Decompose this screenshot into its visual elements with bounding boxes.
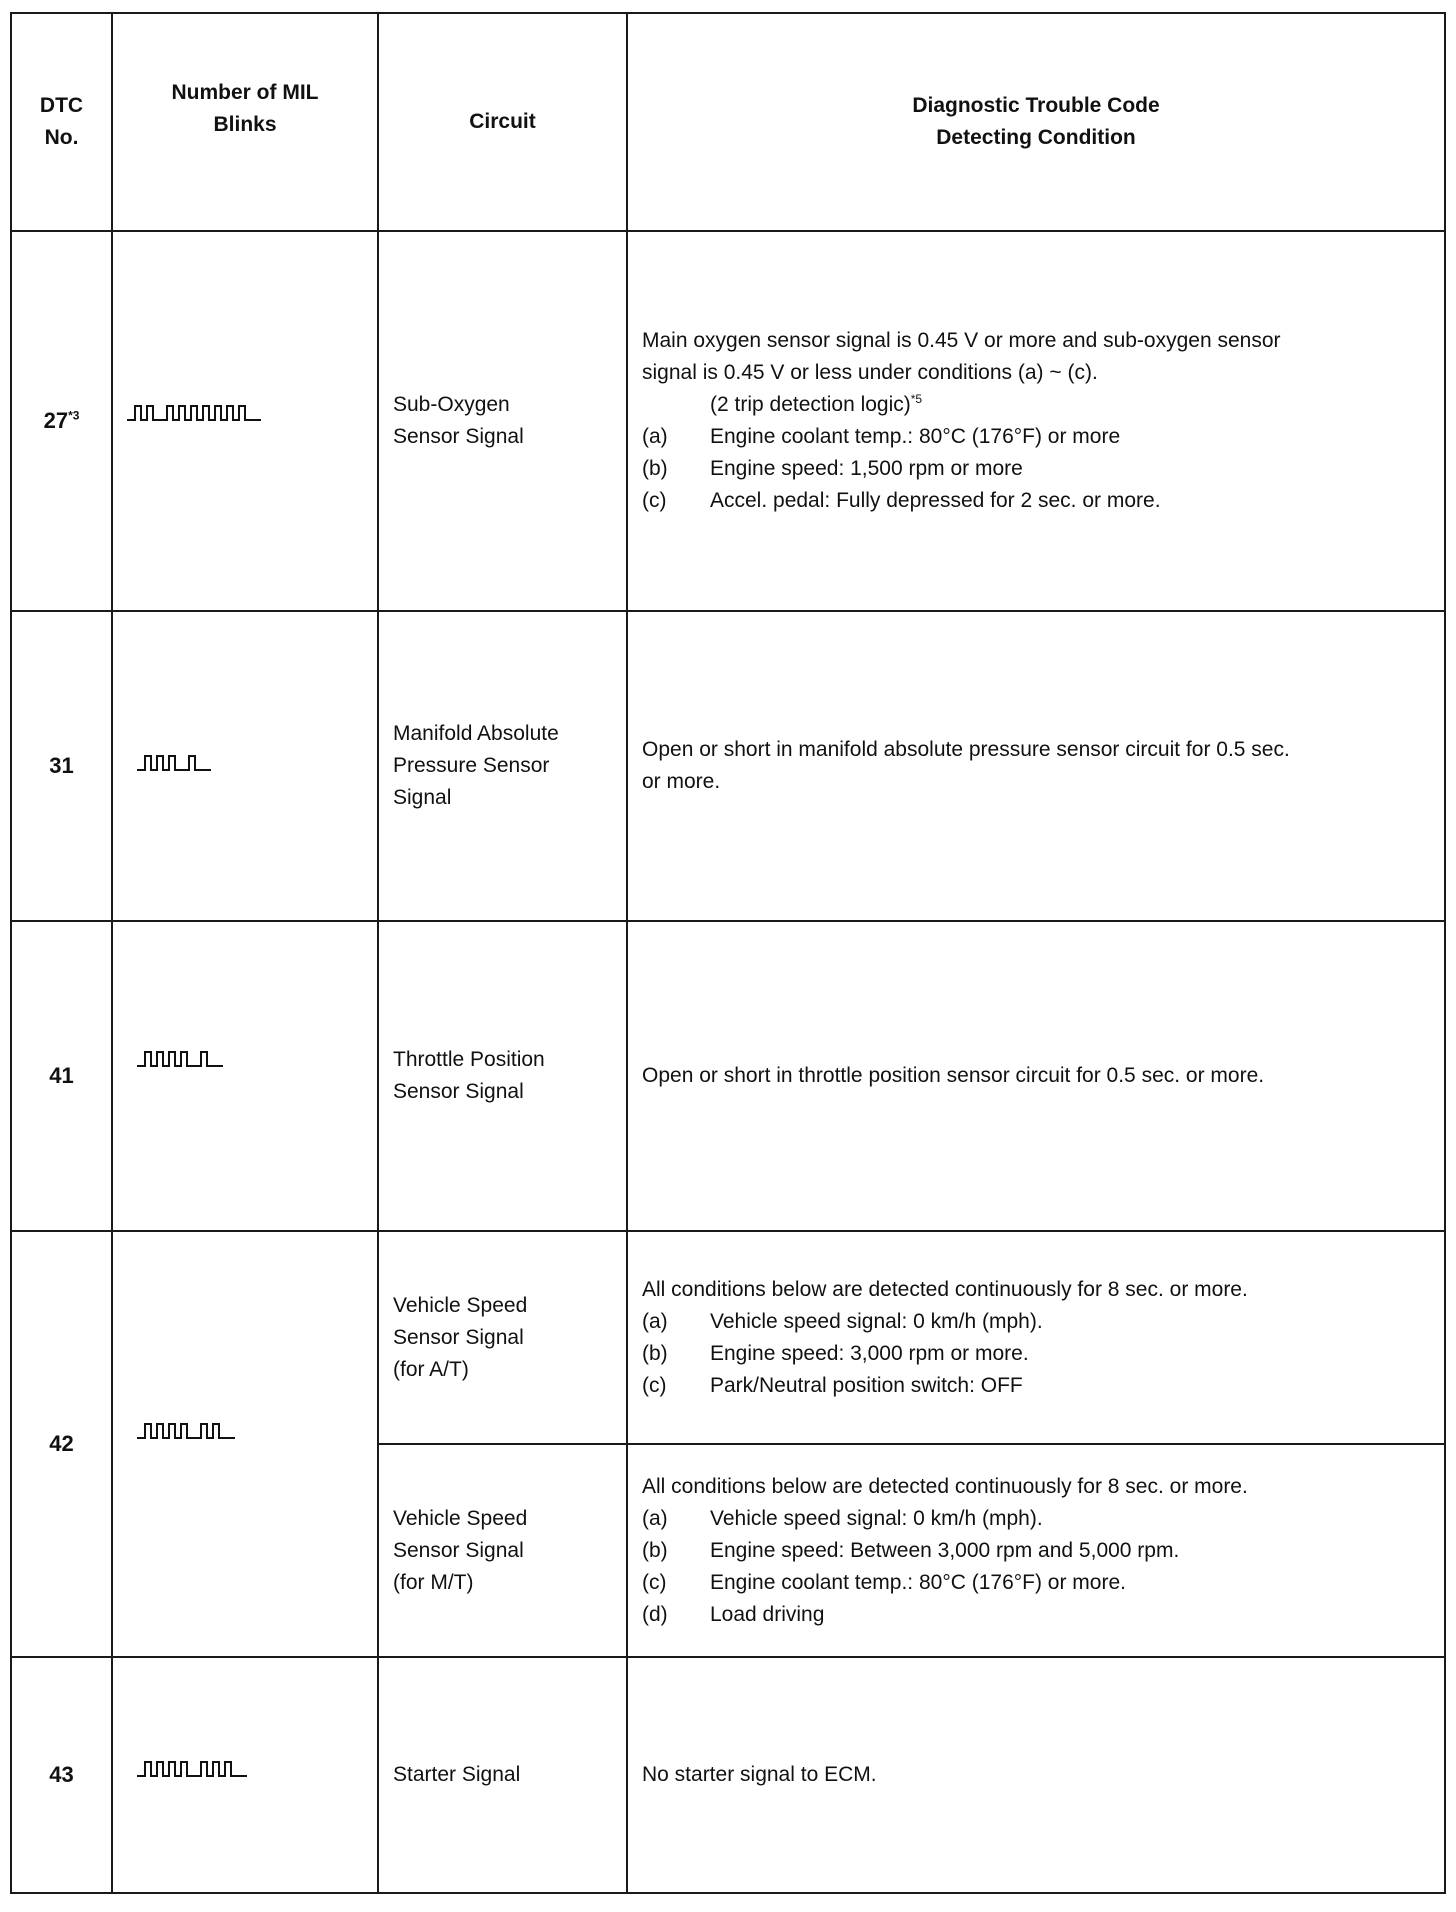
header-dtc-line2: No. <box>44 126 79 149</box>
blink-waveform-icon <box>137 1420 237 1440</box>
condition-42-mt: All conditions below are detected continuously for 8 sec. or more. (a) Vehicle speed signal: 0 km/h (mph). (b) Engine speed: Between 3,000 rpm and 5,000 rpm. (c) Engine coolant temp.: 80°C (176°F) or more. (d) Load driving <box>642 1474 1248 1626</box>
blink-waveform-line <box>127 406 261 420</box>
circuit-27: Sub-Oxygen Sensor Signal <box>393 393 524 448</box>
header-blinks-line1: Number of MIL <box>171 81 319 104</box>
circuit-41: Throttle Position Sensor Signal <box>393 1048 545 1103</box>
blink-pattern-43 <box>137 1758 249 1778</box>
blink-waveform-icon <box>137 1758 249 1778</box>
header-circuit: Circuit <box>469 110 536 133</box>
col-divider-1 <box>111 12 113 1894</box>
header-dtc <box>12 14 111 230</box>
blink-waveform-line <box>137 1052 223 1066</box>
circuit-42-mt: Vehicle Speed Sensor Signal (for M/T) <box>393 1506 528 1594</box>
dtc-43: 43 <box>49 1762 74 1787</box>
dtc-31: 31 <box>49 753 74 778</box>
blink-pattern-41 <box>137 1048 225 1068</box>
blink-pattern-27 <box>127 402 263 422</box>
circuit-43: Starter Signal <box>393 1763 521 1786</box>
condition-42-at: All conditions below are detected continuously for 8 sec. or more. (a) Vehicle speed signal: 0 km/h (mph). (b) Engine speed: 3,000 rpm or more. (c) Park/Neutral position switch: OFF <box>642 1277 1248 1397</box>
dtc-27: 27$^{*3}$ <box>43 408 80 433</box>
blink-pattern-42 <box>137 1420 237 1440</box>
circuit-42-at: Vehicle Speed Sensor Signal (for A/T) <box>393 1293 528 1381</box>
table-border-bottom <box>10 1892 1446 1894</box>
blink-pattern-31 <box>137 752 213 772</box>
blink-waveform-icon <box>137 752 213 772</box>
circuit-31: Manifold Absolute Pressure Sensor Signal <box>393 722 559 809</box>
blink-waveform-line <box>137 1424 235 1438</box>
condition-31: Open or short in manifold absolute pressure sensor circuit for 0.5 sec. or more. <box>642 738 1290 793</box>
dtc-41: 41 <box>49 1063 74 1088</box>
condition-41: Open or short in throttle position sensor circuit for 0.5 sec. or more. <box>642 1064 1265 1087</box>
condition-27: Main oxygen sensor signal is 0.45 V or more and sub-oxygen sensor signal is 0.45 V or less under conditions (a) ~ (c). (2 trip detection logic)$^{*5}$ (a) Engine coolant temp.: 80°C (176°F) or more (b) Engine speed: 1,500 rpm or more (c) Accel. pedal: Fully depressed for 2 sec. or more. <box>642 329 1281 512</box>
blink-waveform-icon <box>137 1048 225 1068</box>
header-blinks-line2: Blinks <box>213 113 277 136</box>
header-condition-line2: Detecting Condition <box>936 126 1136 149</box>
header-condition <box>628 14 1444 230</box>
table-border-right <box>1444 12 1446 1894</box>
blink-waveform-icon <box>127 402 263 422</box>
blink-waveform-line <box>137 1762 247 1776</box>
header-dtc-line1: DTC <box>39 94 84 117</box>
condition-43: No starter signal to ECM. <box>642 1763 877 1786</box>
header-condition-line1: Diagnostic Trouble Code <box>912 94 1160 117</box>
blink-waveform-line <box>137 756 211 770</box>
header-blinks <box>113 14 377 204</box>
dtc-42: 42 <box>49 1431 74 1456</box>
